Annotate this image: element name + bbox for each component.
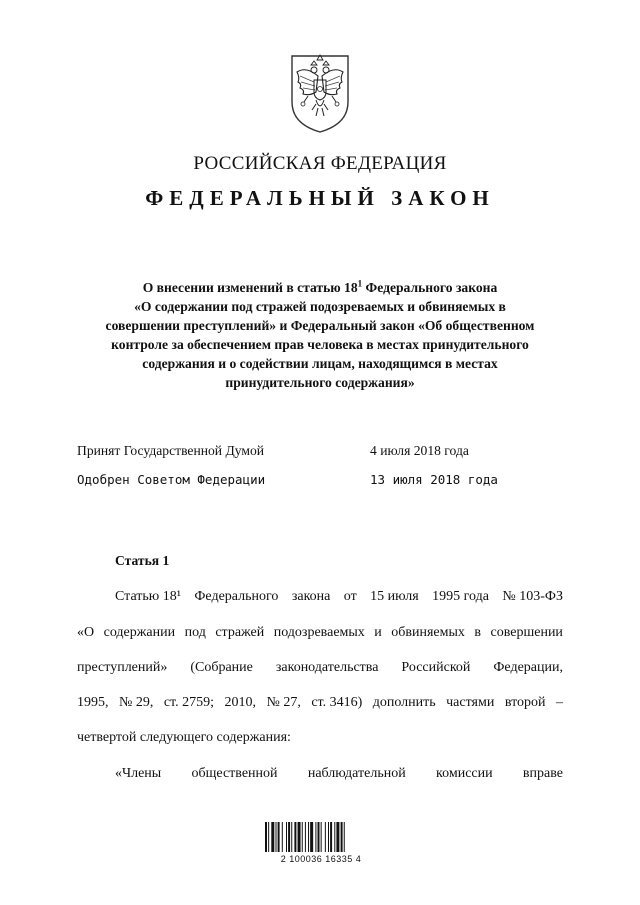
- barcode-bar: [291, 822, 292, 852]
- word: стражей: [215, 625, 265, 640]
- barcode-bar: [318, 822, 320, 852]
- word: преступлений»: [77, 660, 168, 675]
- barcode-bar: [294, 822, 296, 852]
- word: подозреваемых: [273, 625, 365, 640]
- barcode: [265, 822, 377, 864]
- word: в: [474, 625, 482, 640]
- barcode-bar: [341, 822, 343, 852]
- word: Статью 18¹: [115, 589, 181, 604]
- barcode-bar: [330, 822, 332, 852]
- word: дополнить: [372, 695, 436, 710]
- barcode-bar: [288, 822, 290, 852]
- word: содержании: [103, 625, 176, 640]
- law-title: [70, 278, 570, 392]
- article-line-5: четвертой следующего содержания:: [77, 730, 291, 745]
- word: (Собрание: [190, 660, 253, 675]
- barcode-bar: [310, 822, 313, 852]
- barcode-bar: [334, 822, 335, 852]
- barcode-bar: [298, 822, 301, 852]
- title-line-4: контроле за обеспечением прав человека в местах принудительного: [111, 337, 529, 352]
- article-line-1: [115, 589, 563, 605]
- word: совершении: [490, 625, 563, 640]
- word: 15 июля: [370, 589, 419, 604]
- word: наблюдательной: [307, 766, 406, 781]
- word: комиссии: [436, 766, 493, 781]
- council-label: Одобрен Советом Федерации: [77, 472, 266, 487]
- word: обвиняемых: [391, 625, 465, 640]
- word: 1995 года: [432, 589, 489, 604]
- barcode-bar: [305, 822, 306, 852]
- word: вправе: [522, 766, 563, 781]
- word: ст. 2759;: [163, 695, 214, 710]
- adoption-council: [77, 472, 537, 487]
- word: –: [556, 695, 563, 710]
- word: Федерации,: [493, 660, 563, 675]
- barcode-bar: [271, 822, 274, 852]
- adoption-duma: [77, 443, 537, 459]
- word: и: [374, 625, 382, 640]
- word: второй: [504, 695, 546, 710]
- word: № 103-ФЗ: [502, 589, 563, 604]
- word: общественной: [191, 766, 278, 781]
- title-line-1: О внесении изменений в статью $18^1$ Федерального закона: [142, 278, 498, 295]
- word: ст. 3416): [311, 695, 363, 710]
- title-line-2: «О содержании под стражей подозреваемых и обвиняемых в: [134, 299, 506, 314]
- word: 2010,: [224, 695, 256, 710]
- title-line-5: содержания и о содействии лицам, находящимся в местах: [142, 356, 498, 371]
- barcode-bar: [278, 822, 280, 852]
- word: частями: [446, 695, 495, 710]
- barcode-bar: [321, 822, 322, 852]
- word: Федерального: [194, 589, 279, 604]
- barcode-number: 2 100036 16335 4: [280, 854, 362, 864]
- barcode-bar: [325, 822, 326, 852]
- article-line-6: [115, 766, 563, 782]
- article-line-2: [77, 625, 563, 641]
- barcode-bar: [265, 822, 267, 852]
- barcode-bar: [268, 822, 269, 852]
- article-line-4: [77, 695, 563, 711]
- title-line-6: принудительного содержания»: [225, 375, 415, 390]
- coat-of-arms-icon: [288, 52, 352, 134]
- barcode-bar: [276, 822, 277, 852]
- barcode-bar: [286, 822, 287, 852]
- word: «Члены: [115, 766, 162, 781]
- word: Российской: [401, 660, 471, 675]
- duma-date: 4 июля 2018 года: [370, 443, 469, 458]
- article-line-3: [77, 660, 563, 676]
- article-heading: Статья 1: [115, 553, 170, 568]
- word: закона: [291, 589, 331, 604]
- country-name: РОССИЙСКАЯ ФЕДЕРАЦИЯ: [193, 153, 447, 174]
- word: от: [343, 589, 357, 604]
- word: под: [184, 625, 206, 640]
- word: № 27,: [266, 695, 301, 710]
- word: № 29,: [118, 695, 154, 710]
- barcode-bar: [302, 822, 303, 852]
- title-line-3: совершении преступлений» и Федеральный закон «Об общественном: [105, 318, 535, 333]
- word: 1995,: [77, 695, 109, 710]
- document-type: ФЕДЕРАЛЬНЫЙ ЗАКОН: [145, 186, 495, 210]
- council-date: 13 июля 2018 года: [370, 472, 498, 487]
- barcode-bar: [344, 822, 345, 852]
- barcode-bars: [265, 822, 377, 852]
- barcode-bar: [336, 822, 339, 852]
- barcode-bar: [308, 822, 309, 852]
- word: «О: [77, 625, 95, 640]
- barcode-bar: [328, 822, 329, 852]
- word: законодательства: [275, 660, 379, 675]
- barcode-bar: [315, 822, 316, 852]
- duma-label: Принят Государственной Думой: [77, 443, 265, 458]
- barcode-bar: [282, 822, 283, 852]
